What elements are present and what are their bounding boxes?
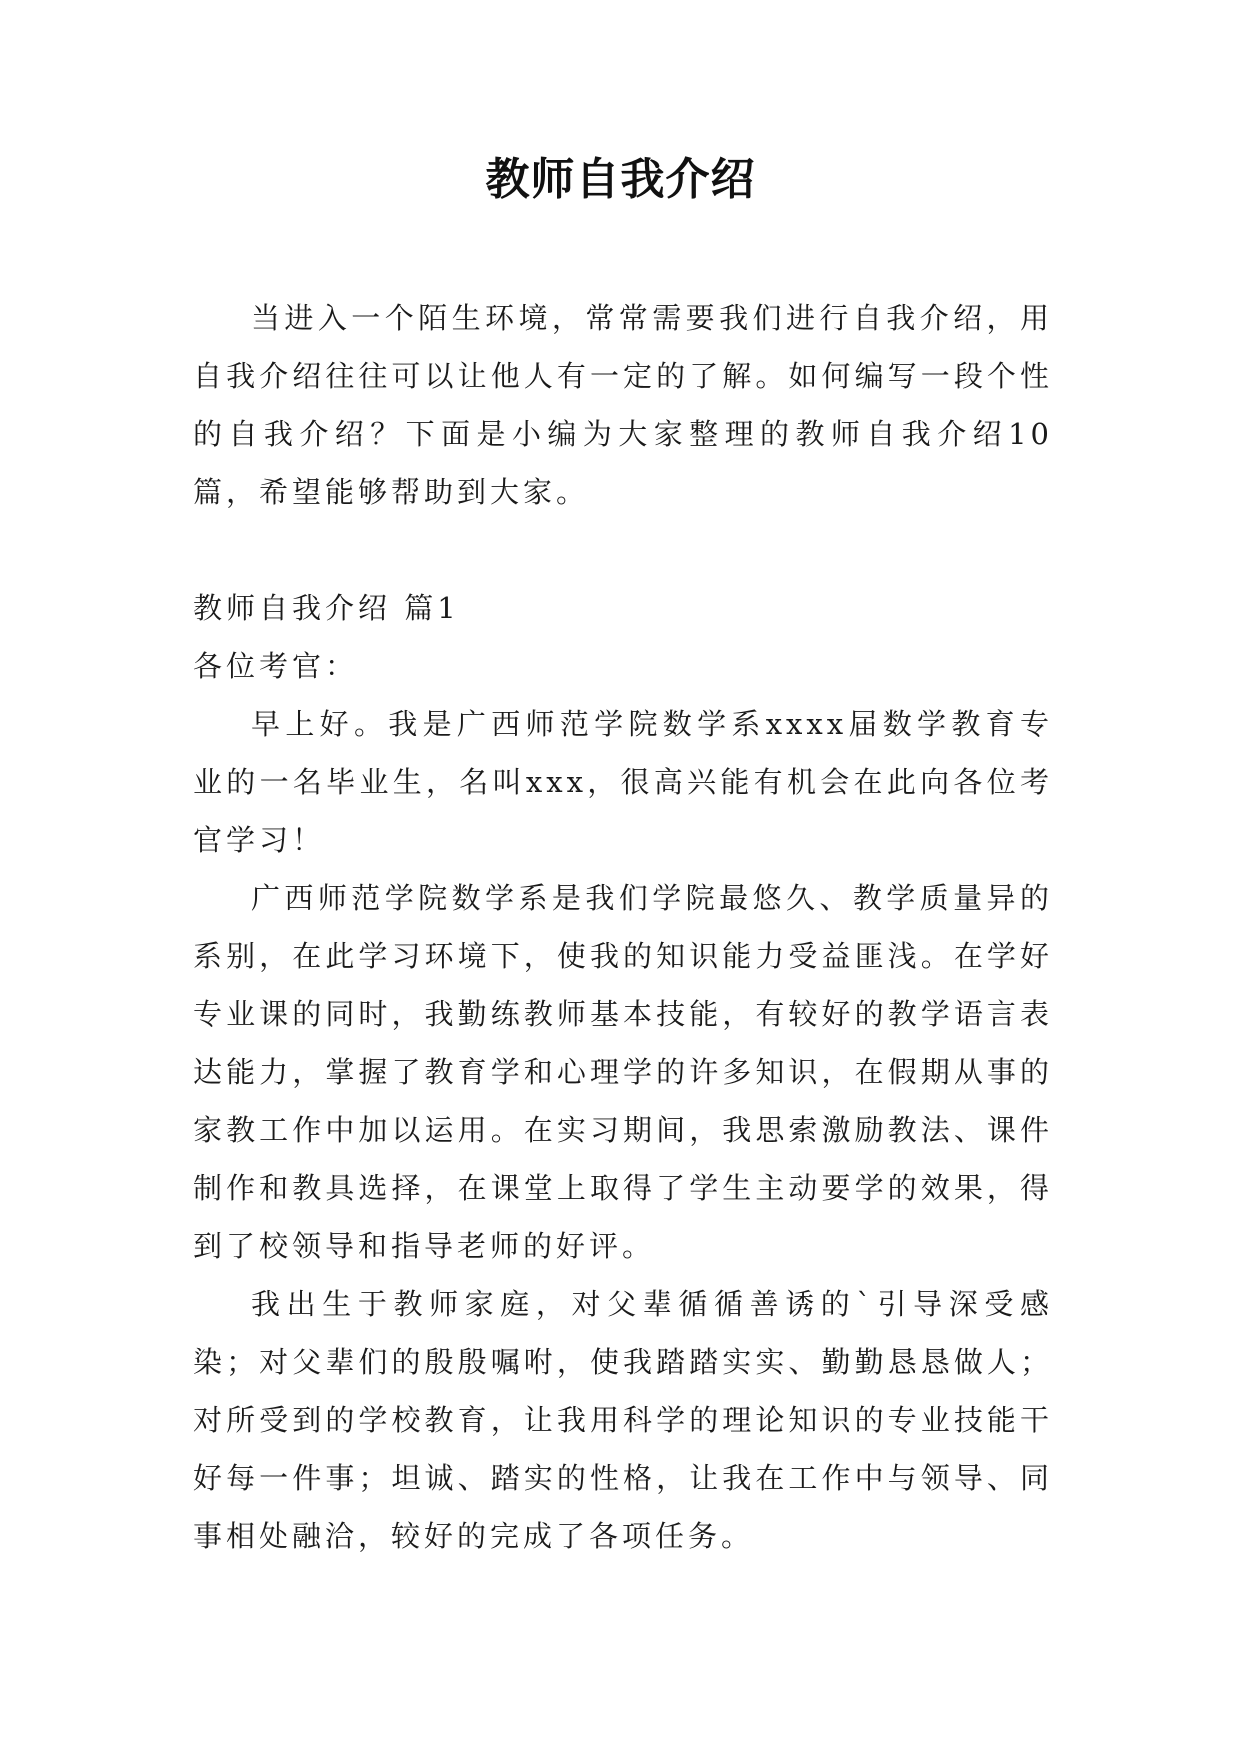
document-title: 教师自我介绍 xyxy=(485,154,756,205)
body-paragraph: 广西师范学院数学系是我们学院最悠久、教学质量异的系别，在此学习环境下，使我的知识能力受益匪浅。在学好专业课的同时，我勤练教师基本技能，有较好的教学语言表达能力，掌握了教育学和心理学的许多知识，在假期从事的家教工作中加以运用。在实习期间，我思索激励教法、课件制作和教具选择，在课堂上取得了学生主动要学的效果，得到了校领导和指导老师的好评。 xyxy=(193,881,1053,1263)
salutation: 各位考官： xyxy=(193,649,359,683)
intro-paragraph: 当进入一个陌生环境，常常需要我们进行自我介绍，用自我介绍往往可以让他人有一定的了解。如何编写一段个性的自我介绍？下面是小编为大家整理的教师自我介绍10篇，希望能够帮助到大家。 xyxy=(193,301,1053,509)
document-body xyxy=(193,289,1053,1565)
section-heading: 教师自我介绍 篇1 xyxy=(193,591,460,625)
body-paragraph: 我出生于教师家庭，对父辈循循善诱的`引导深受感染；对父辈们的殷殷嘱咐，使我踏踏实实、勤勤恳恳做人；对所受到的学校教育，让我用科学的理论知识的专业技能干好每一件事；坦诚、踏实的性格，让我在工作中与领导、同事相处融洽，较好的完成了各项任务。 xyxy=(193,1287,1053,1553)
body-paragraph: 早上好。我是广西师范学院数学系xxxx届数学教育专业的一名毕业生，名叫xxx，很高兴能有机会在此向各位考官学习！ xyxy=(193,707,1053,857)
